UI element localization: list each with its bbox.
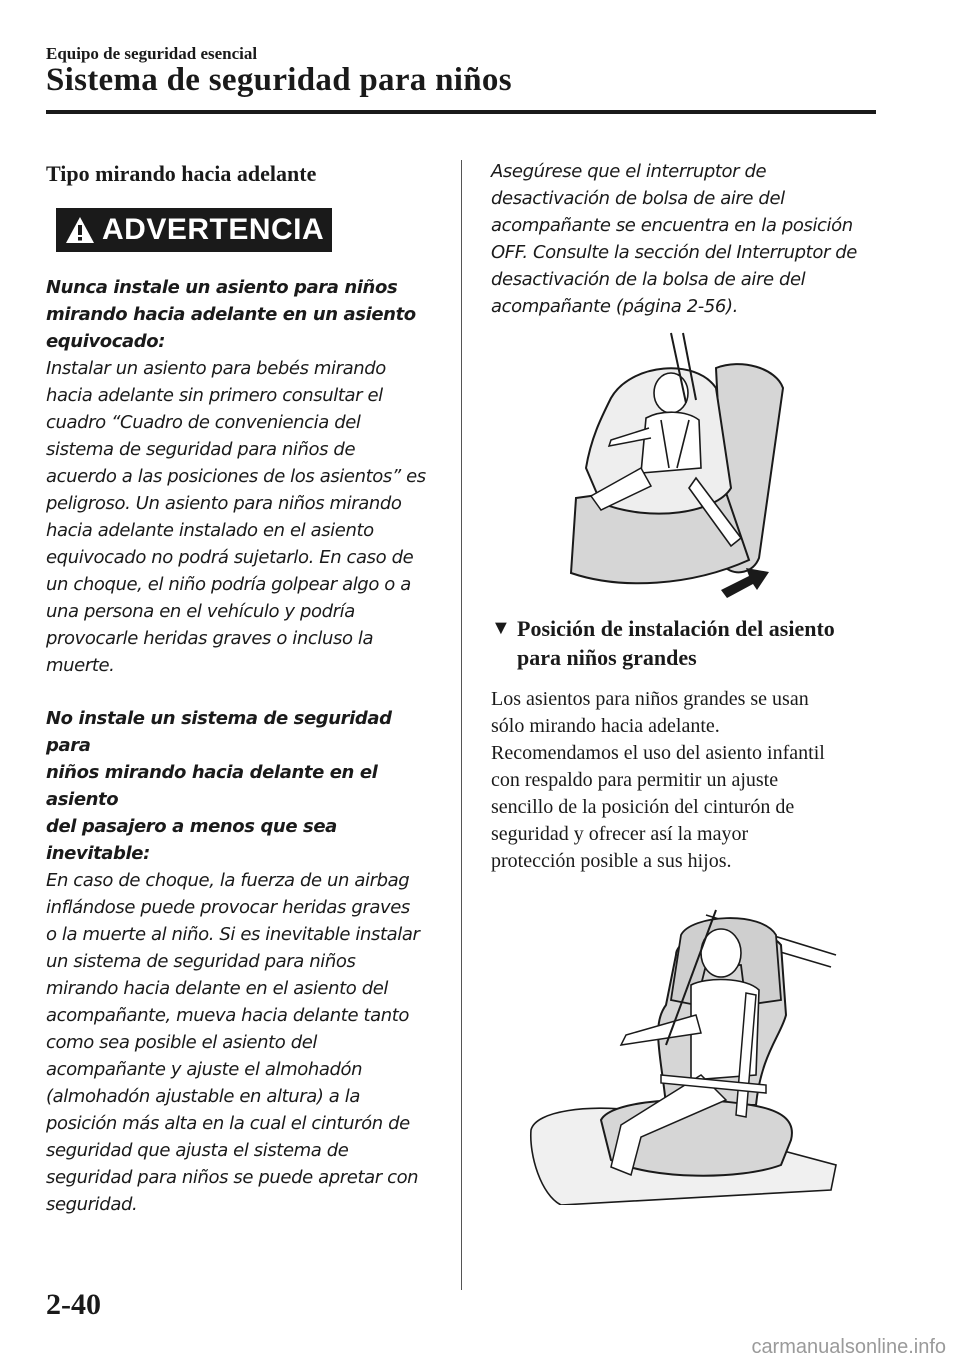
section-heading-booster (491, 614, 876, 672)
warning-2-title-line: No instale un sistema de seguridad para (46, 708, 392, 756)
warning-2-body-line: acompañante, mueva hacia delante tanto (46, 1005, 410, 1026)
warning-1-body-line: un choque, el niño podría golpear algo o a (46, 574, 411, 595)
warning-2-body-line: posición más alta en la cual el cinturón de (46, 1113, 410, 1134)
warning-2-body-line: inflándose puede provocar heridas graves (46, 897, 410, 918)
warning-cont-line: Asegúrese que el interruptor de (491, 161, 767, 182)
booster-seat-illustration (491, 905, 876, 1205)
warning-1-body-line: provocarle heridas graves o incluso la (46, 628, 374, 649)
warning-text-continued (491, 158, 876, 320)
booster-body-text (491, 686, 876, 875)
section-label: Equipo de seguridad esencial (46, 44, 258, 63)
warning-1-title-line: mirando hacia adelante en un asiento (46, 304, 416, 325)
warning-1-body-line: muerte. (46, 655, 115, 676)
warning-label: ADVERTENCIA (102, 213, 325, 246)
warning-1-body-line: hacia adelante sin primero consultar el (46, 385, 383, 406)
section-heading-line: para niños grandes (517, 645, 697, 670)
warning-cont-line: desactivación de la bolsa de aire del (491, 269, 806, 290)
warning-2-body-line: seguridad que ajusta el sistema de (46, 1140, 349, 1161)
warning-2-body-line: seguridad para niños se puede apretar con (46, 1167, 419, 1188)
warning-triangle-icon (64, 215, 96, 245)
column-divider (461, 160, 462, 1290)
body-line: sencillo de la posición del cinturón de (491, 796, 795, 818)
warning-2-body-line: o la muerte al niño. Si es inevitable instalar (46, 924, 420, 945)
body-line: sólo mirando hacia adelante. (491, 715, 720, 737)
warning-2-title-line: niños mirando hacia delante en el asiento (46, 762, 378, 810)
section-marker-triangle: ▼ (491, 617, 511, 639)
warning-1-body-line: cuadro “Cuadro de conveniencia del (46, 412, 361, 433)
forward-facing-seat-illustration (491, 328, 876, 608)
warning-1-body-line: Instalar un asiento para bebés mirando (46, 358, 386, 379)
warning-2-body-line: como sea posible el asiento del (46, 1032, 318, 1053)
warning-1-body-line: equivocado no podrá sujetarlo. En caso de (46, 547, 414, 568)
warning-2-body-line: seguridad. (46, 1194, 138, 1215)
warning-1-body-line: sistema de seguridad para niños de (46, 439, 356, 460)
warning-2-body-line: mirando hacia delante en el asiento del (46, 978, 389, 999)
warning-badge (56, 208, 332, 252)
body-line: Los asientos para niños grandes se usan (491, 688, 809, 710)
page-title: Sistema de seguridad para niños (46, 62, 512, 98)
header-rule (46, 110, 876, 114)
warning-2-body-line: En caso de choque, la fuerza de un airbag (46, 870, 410, 891)
warning-2-body-line: acompañante y ajuste el almohadón (46, 1059, 363, 1080)
warning-1-title-line: Nunca instale un asiento para niños (46, 277, 398, 298)
warning-cont-line: desactivación de bolsa de aire del (491, 188, 785, 209)
left-column (46, 158, 441, 1218)
section-heading-line: Posición de instalación del asiento (517, 616, 835, 641)
warning-1-body-line: hacia adelante instalado en el asiento (46, 520, 374, 541)
right-column (491, 158, 876, 1205)
warning-2-title-line: del pasajero a menos que sea inevitable: (46, 816, 337, 864)
body-line: protección posible a sus hijos. (491, 850, 732, 872)
warning-1-body-line: peligroso. Un asiento para niños mirando (46, 493, 402, 514)
warning-cont-line: acompañante se encuentra en la posición (491, 215, 853, 236)
warning-cont-line: OFF. Consulte la sección del Interruptor de (491, 242, 857, 263)
warning-2-body-line: un sistema de seguridad para niños (46, 951, 356, 972)
warning-cont-line: acompañante (página 2-56). (491, 296, 738, 317)
warning-1-title-line: equivocado: (46, 331, 166, 352)
body-line: Recomendamos el uso del asiento infantil (491, 742, 825, 764)
page-number: 2-40 (46, 1288, 101, 1321)
body-line: con respaldo para permitir un ajuste (491, 769, 779, 791)
warning-1-body-line: una persona en el vehículo y podría (46, 601, 355, 622)
warning-2-body-line: (almohadón ajustable en altura) a la (46, 1086, 360, 1107)
body-line: seguridad y ofrecer así la mayor (491, 823, 749, 845)
warning-text-1 (46, 274, 441, 1218)
warning-1-body-line: acuerdo a las posiciones de los asientos” es (46, 466, 426, 487)
subheading-forward-facing: Tipo mirando hacia adelante (46, 161, 317, 186)
watermark: carmanualsonline.info (751, 1336, 946, 1358)
